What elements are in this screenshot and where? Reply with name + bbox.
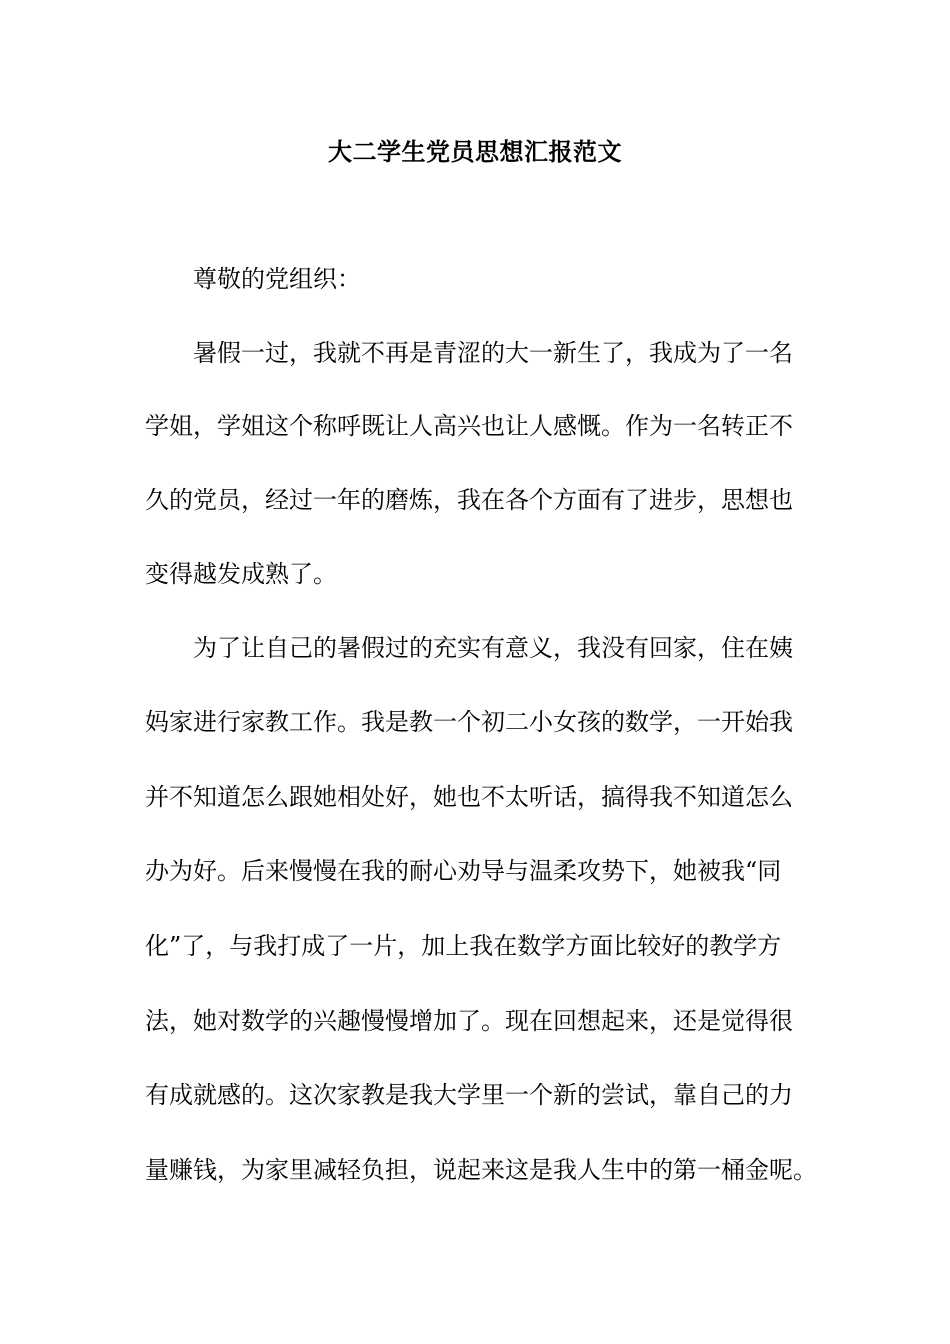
- paragraph-line: 学姐，学姐这个称呼既让人高兴也让人感慨。作为一名转正不: [145, 412, 793, 440]
- paragraph-line: 法，她对数学的兴趣慢慢增加了。现在回想起来，还是觉得很: [145, 1007, 793, 1035]
- paragraph-line: 化”了，与我打成了一片，加上我在数学方面比较好的教学方: [145, 932, 782, 960]
- paragraph-line: 办为好。后来慢慢在我的耐心劝导与温柔攻势下，她被我“同: [145, 857, 782, 885]
- paragraph-line: 量赚钱，为家里减轻负担，说起来这是我人生中的第一桶金呢。: [145, 1156, 817, 1184]
- paragraph-line: 久的党员，经过一年的磨炼，我在各个方面有了进步，思想也: [145, 486, 793, 514]
- paragraph-line: 并不知道怎么跟她相处好，她也不太听话，搞得我不知道怎么: [145, 783, 793, 811]
- document-title: 大二学生党员思想汇报范文: [328, 137, 622, 166]
- paragraph-line: 为了让自己的暑假过的充实有意义，我没有回家，住在姨: [193, 634, 793, 662]
- paragraph-line: 暑假一过，我就不再是青涩的大一新生了，我成为了一名: [193, 339, 793, 367]
- paragraph-line: 有成就感的。这次家教是我大学里一个新的尝试，靠自己的力: [145, 1081, 793, 1109]
- paragraph-line: 妈家进行家教工作。我是教一个初二小女孩的数学，一开始我: [145, 708, 793, 736]
- salutation: 尊敬的党组织：: [193, 265, 361, 293]
- paragraph-line: 变得越发成熟了。: [145, 560, 337, 588]
